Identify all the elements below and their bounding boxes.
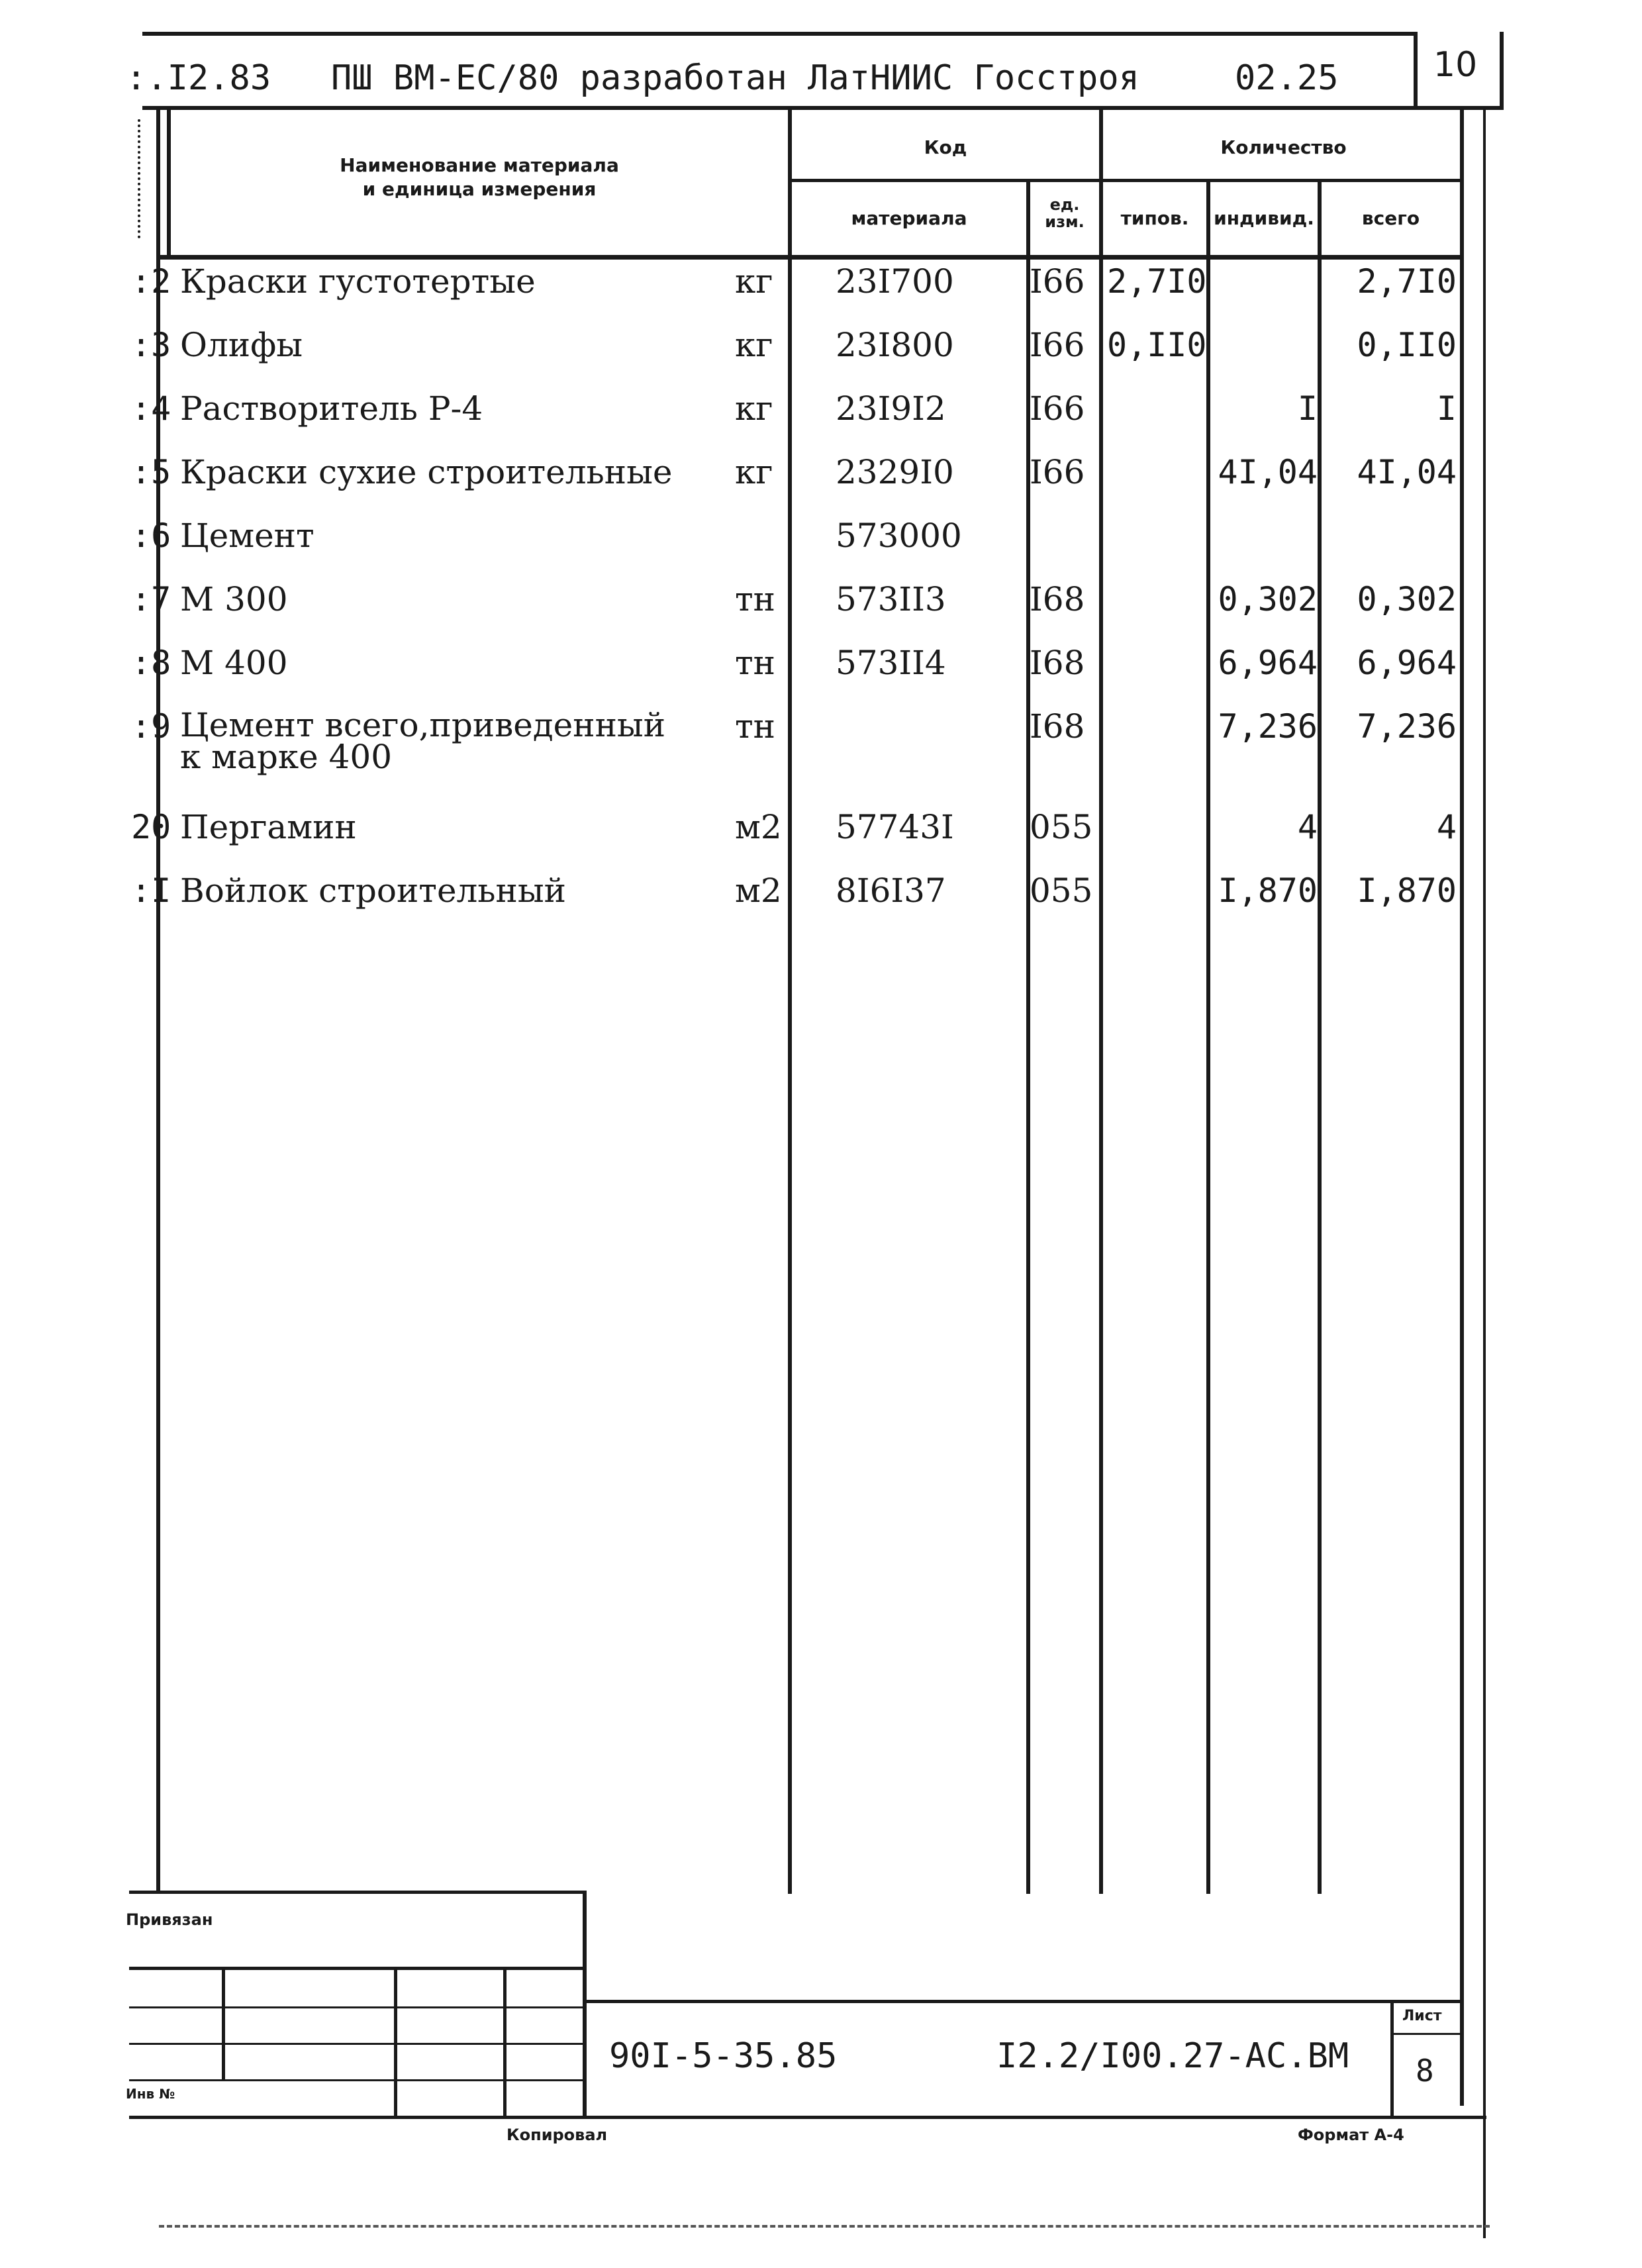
stamp-line-3 [129, 2043, 586, 2045]
qty-individual: I,870 [1218, 871, 1318, 910]
material-name: Растворитель Р-4 [180, 389, 483, 428]
stamp-vdiv-3 [503, 1967, 507, 2116]
header-title: ПШ ВМ-ЕС/80 разработан ЛатНИИС Госстроя [331, 58, 1139, 98]
unit-code: I66 [1030, 326, 1085, 364]
stamp-line-4 [129, 2079, 586, 2081]
material-code: 573000 [836, 517, 962, 555]
sheet-cell-divider [1390, 2033, 1463, 2035]
material-name: Краски сухие строительные [180, 453, 673, 491]
material-name: Олифы [180, 326, 303, 364]
attached-label: Привязан [126, 1910, 213, 1929]
qty-total: 7,236 [1357, 707, 1457, 746]
sheet-label: Лист [1402, 2008, 1442, 2024]
page-bottom-edge [159, 2225, 1490, 2228]
col-div-code [1026, 179, 1030, 1894]
stamp-vdiv-1 [222, 1967, 225, 2079]
project-code: 90I-5-35.85 [609, 2036, 838, 2076]
copied-label: Копировал [507, 2126, 608, 2144]
title-block-top [583, 2000, 1463, 2003]
stamp-bottom [129, 2116, 1486, 2119]
unit-name: тн [735, 707, 775, 746]
row-number: :8 [131, 644, 171, 682]
header-mid-line [788, 179, 1463, 182]
col-header-qty-group: Количество [1220, 136, 1347, 158]
material-code: 23I800 [836, 326, 954, 364]
qty-individual: 6,964 [1218, 644, 1318, 682]
row-number: :6 [131, 517, 171, 555]
material-name: Цемент всего,приведенный к марке 400 [180, 706, 666, 776]
qty-total: 4I,04 [1357, 453, 1457, 491]
unit-name: кг [735, 326, 773, 364]
material-name: М 300 [180, 580, 288, 618]
unit-name: кг [735, 453, 773, 491]
sheet-box-left [1414, 32, 1418, 108]
qty-total: 0,302 [1357, 580, 1457, 618]
material-code: 57743I [836, 808, 954, 846]
sheet-box-right [1500, 32, 1504, 108]
col-header-name: Наименование материала и единица измерения [340, 154, 619, 201]
top-border [142, 32, 1414, 36]
unit-code: I66 [1030, 453, 1085, 491]
unit-code: 055 [1030, 808, 1093, 846]
col-header-qty-typical: типов. [1120, 207, 1189, 229]
unit-name: тн [735, 644, 775, 682]
stamp-line-1 [129, 1967, 586, 1970]
unit-name: тн [735, 580, 775, 618]
material-code: 23I9I2 [836, 389, 946, 428]
qty-individual: 4I,04 [1218, 453, 1318, 491]
unit-name: кг [735, 389, 773, 428]
col-header-code-group: Код [924, 136, 967, 158]
qty-individual: I [1297, 389, 1318, 428]
col-div-typical [1206, 179, 1210, 1894]
stamp-vdiv-2 [394, 1967, 397, 2116]
row-number: :2 [131, 262, 171, 301]
qty-total: 6,964 [1357, 644, 1457, 682]
qty-typical: 0,II0 [1107, 326, 1207, 364]
format-label: Формат А-4 [1298, 2126, 1404, 2144]
unit-code: I66 [1030, 262, 1085, 301]
qty-individual: 7,236 [1218, 707, 1318, 746]
material-name: Цемент [180, 517, 314, 555]
frame-right-inner [1460, 106, 1464, 2106]
qty-total: I [1436, 389, 1457, 428]
qty-total: I,870 [1357, 871, 1457, 910]
row-number: :9 [131, 707, 171, 746]
material-code: 2329I0 [836, 453, 954, 491]
material-name: М 400 [180, 644, 288, 682]
qty-total: 0,II0 [1357, 326, 1457, 364]
col-header-code-material: материала [851, 207, 967, 229]
unit-code: I68 [1030, 644, 1085, 682]
header-date: :.I2.83 [126, 58, 271, 98]
stamp-top [129, 1891, 586, 1894]
row-number: 20 [131, 808, 171, 846]
row-number: :I [131, 871, 171, 910]
material-code: 573II4 [836, 644, 946, 682]
qty-individual: 0,302 [1218, 580, 1318, 618]
header-bottom-border [142, 106, 1504, 110]
header-bottom-line [156, 255, 1464, 260]
unit-code: I68 [1030, 580, 1085, 618]
sheet-number: 10 [1433, 45, 1478, 85]
row-number: :4 [131, 389, 171, 428]
col-div-individual [1318, 179, 1322, 1894]
qty-typical: 2,7I0 [1107, 262, 1207, 301]
unit-name: м2 [735, 871, 782, 910]
material-name: Пергамин [180, 808, 357, 846]
row-marks [138, 119, 143, 238]
row-number: :7 [131, 580, 171, 618]
unit-name: кг [735, 262, 773, 301]
col-div-name [788, 106, 792, 1894]
unit-code: I68 [1030, 707, 1085, 746]
sheet-value: 8 [1416, 2053, 1434, 2089]
qty-total: 4 [1436, 808, 1457, 846]
material-name: Войлок строительный [180, 871, 566, 910]
material-code: 573II3 [836, 580, 946, 618]
material-code: 8I6I37 [836, 871, 946, 910]
col-header-qty-total: всего [1361, 207, 1420, 229]
stamp-line-2 [129, 2006, 586, 2008]
col-div-unit [1099, 106, 1103, 1894]
doc-code: I2.2/I00.27-АС.ВМ [996, 2036, 1349, 2076]
col-header-code-unit: ед. изм. [1045, 195, 1085, 232]
unit-code: I66 [1030, 389, 1085, 428]
qty-total: 2,7I0 [1357, 262, 1457, 301]
material-name: Краски густотертые [180, 262, 536, 301]
frame-right-outer [1483, 106, 1486, 2238]
col-header-qty-individual: индивид. [1214, 207, 1314, 229]
row-number: :3 [131, 326, 171, 364]
sheet-cell-left [1390, 2000, 1394, 2119]
frame-left-outer [156, 106, 160, 1894]
unit-name: м2 [735, 808, 782, 846]
header-code: 02.25 [1235, 58, 1339, 98]
row-number: :5 [131, 453, 171, 491]
qty-individual: 4 [1297, 808, 1318, 846]
material-code: 23I700 [836, 262, 954, 301]
stamp-right-divider [583, 1891, 587, 2119]
inv-label: Инв № [126, 2086, 175, 2102]
unit-code: 055 [1030, 871, 1093, 910]
